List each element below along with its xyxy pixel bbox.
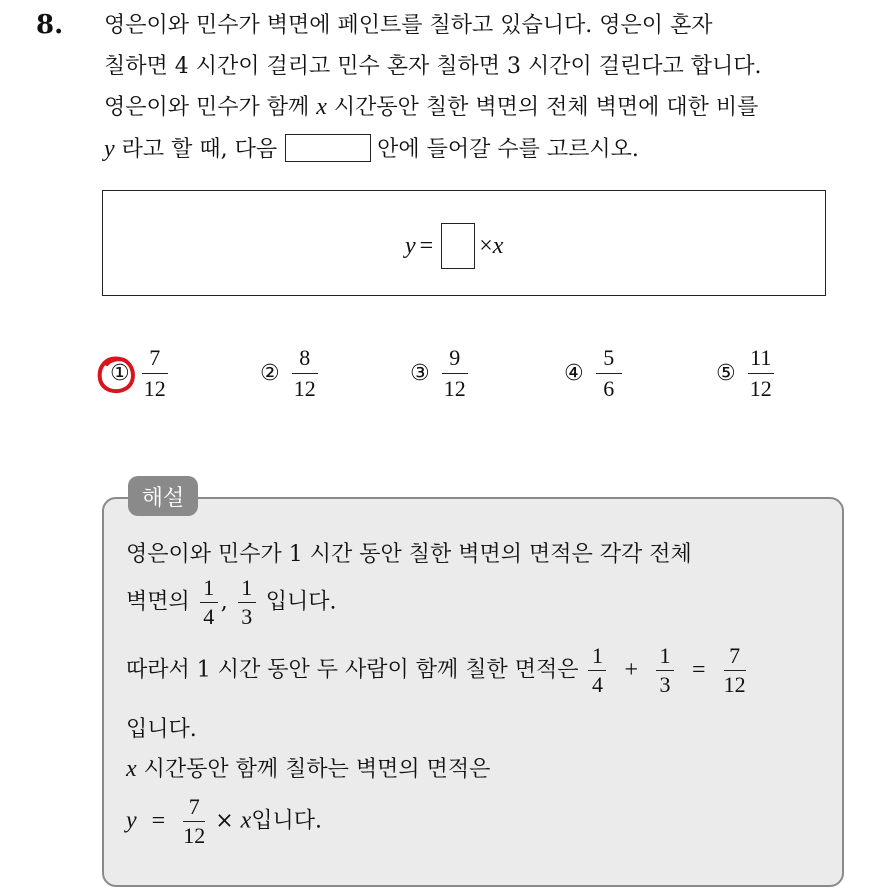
choice-2-fraction <box>292 345 318 402</box>
expl-equals: = <box>692 656 706 683</box>
question-line-3 <box>104 87 874 129</box>
choice-3[interactable] <box>410 345 468 402</box>
choice-5-den: 12 <box>749 376 772 401</box>
choice-5-num: 11 <box>750 345 772 370</box>
blank-box <box>285 134 371 162</box>
expl-line-2 <box>126 576 337 629</box>
question-line-2: 칠하면 4 시간이 걸리고 민수 혼자 칠하면 3 시간이 걸린다고 합니다. <box>104 53 762 79</box>
choice-5-fraction <box>748 345 774 402</box>
choice-5[interactable] <box>716 345 774 402</box>
choice-2-mark: ② <box>260 361 280 386</box>
expl-line-2-post: 입니다. <box>265 589 337 615</box>
choice-3-den: 12 <box>443 376 466 401</box>
eq-times: × <box>479 232 493 259</box>
question-line-1: 영은이와 민수가 벽면에 페인트를 칠하고 있습니다. 영은이 혼자 <box>104 13 713 38</box>
expl-fraction-1-4: $\frac{1}{4}$ <box>200 576 218 629</box>
expl-line-4: 입니다. <box>126 717 197 742</box>
var-x: x <box>316 94 327 120</box>
expl-var-x: x <box>126 756 137 782</box>
choice-2[interactable] <box>260 345 318 402</box>
expl-fraction-1-4b: $\frac{1}{4}$ <box>588 644 606 697</box>
eq-equals: = <box>419 232 434 259</box>
expl-line-6-post: 입니다. <box>251 808 323 834</box>
choice-1-num: 7 <box>149 345 161 370</box>
choice-4-fraction <box>596 345 622 402</box>
question-line-3a: 영은이와 민수가 함께 <box>104 95 310 120</box>
question-line-4 <box>104 129 874 171</box>
expl-var-x-2: x <box>240 807 252 834</box>
expl-times: × <box>215 808 234 834</box>
choice-5-mark: ⑤ <box>716 361 736 386</box>
question-line-4a: 라고 할 때, 다음 <box>121 136 278 162</box>
expl-line-5-text: 시간동안 함께 칠하는 벽면의 면적은 <box>143 757 491 782</box>
choice-4-num: 5 <box>603 345 615 370</box>
choice-3-num: 9 <box>449 345 461 370</box>
var-y: y <box>104 135 115 162</box>
choice-2-den: 12 <box>293 376 316 401</box>
eq-lhs: y <box>405 232 416 259</box>
expl-var-y: y <box>126 807 137 834</box>
expl-equals-2: = <box>151 807 166 834</box>
choice-2-num: 8 <box>299 345 311 370</box>
expl-line-3 <box>126 644 749 697</box>
choice-1[interactable] <box>110 345 168 402</box>
choice-4-den: 6 <box>603 376 615 401</box>
expl-line-2-pre: 벽면의 <box>126 589 190 615</box>
expl-line-1: 영은이와 민수가 1 시간 동안 칠한 벽면의 면적은 각각 전체 <box>126 542 692 567</box>
question-line-4b: 안에 들어갈 수를 고르시오. <box>377 136 639 162</box>
question-number: 8. <box>36 10 64 40</box>
expl-comma: , <box>220 589 228 615</box>
expl-plus: + <box>624 656 639 683</box>
question-text <box>104 6 874 170</box>
choice-1-den: 12 <box>143 376 166 401</box>
equation-blank-box <box>441 223 475 269</box>
choice-3-mark: ③ <box>410 361 430 386</box>
question-line-3b: 시간동안 칠한 벽면의 전체 벽면에 대한 비를 <box>333 95 759 120</box>
choice-3-fraction <box>442 345 468 402</box>
expl-fraction-1-3b: $\frac{1}{3}$ <box>656 644 674 697</box>
expl-fraction-1-3: $\frac{1}{3}$ <box>238 576 256 629</box>
choice-4-mark: ④ <box>564 361 584 386</box>
expl-fraction-7-12: $\frac{7}{12}$ <box>723 643 746 697</box>
expl-line-3-pre: 따라서 1 시간 동안 두 사람이 함께 칠한 면적은 <box>126 657 579 683</box>
choice-4[interactable] <box>564 345 622 402</box>
expl-fraction-7-12b: $\frac{7}{12}$ <box>183 794 206 848</box>
answer-choices <box>100 345 860 415</box>
choice-1-mark: ① <box>110 361 130 386</box>
eq-rhs: x <box>492 232 504 259</box>
explanation-tab: 해설 <box>128 476 198 516</box>
equation <box>405 223 503 269</box>
expl-line-6 <box>126 795 322 848</box>
choice-1-fraction <box>142 345 168 402</box>
equation-box <box>102 190 826 296</box>
expl-line-5 <box>126 752 490 783</box>
